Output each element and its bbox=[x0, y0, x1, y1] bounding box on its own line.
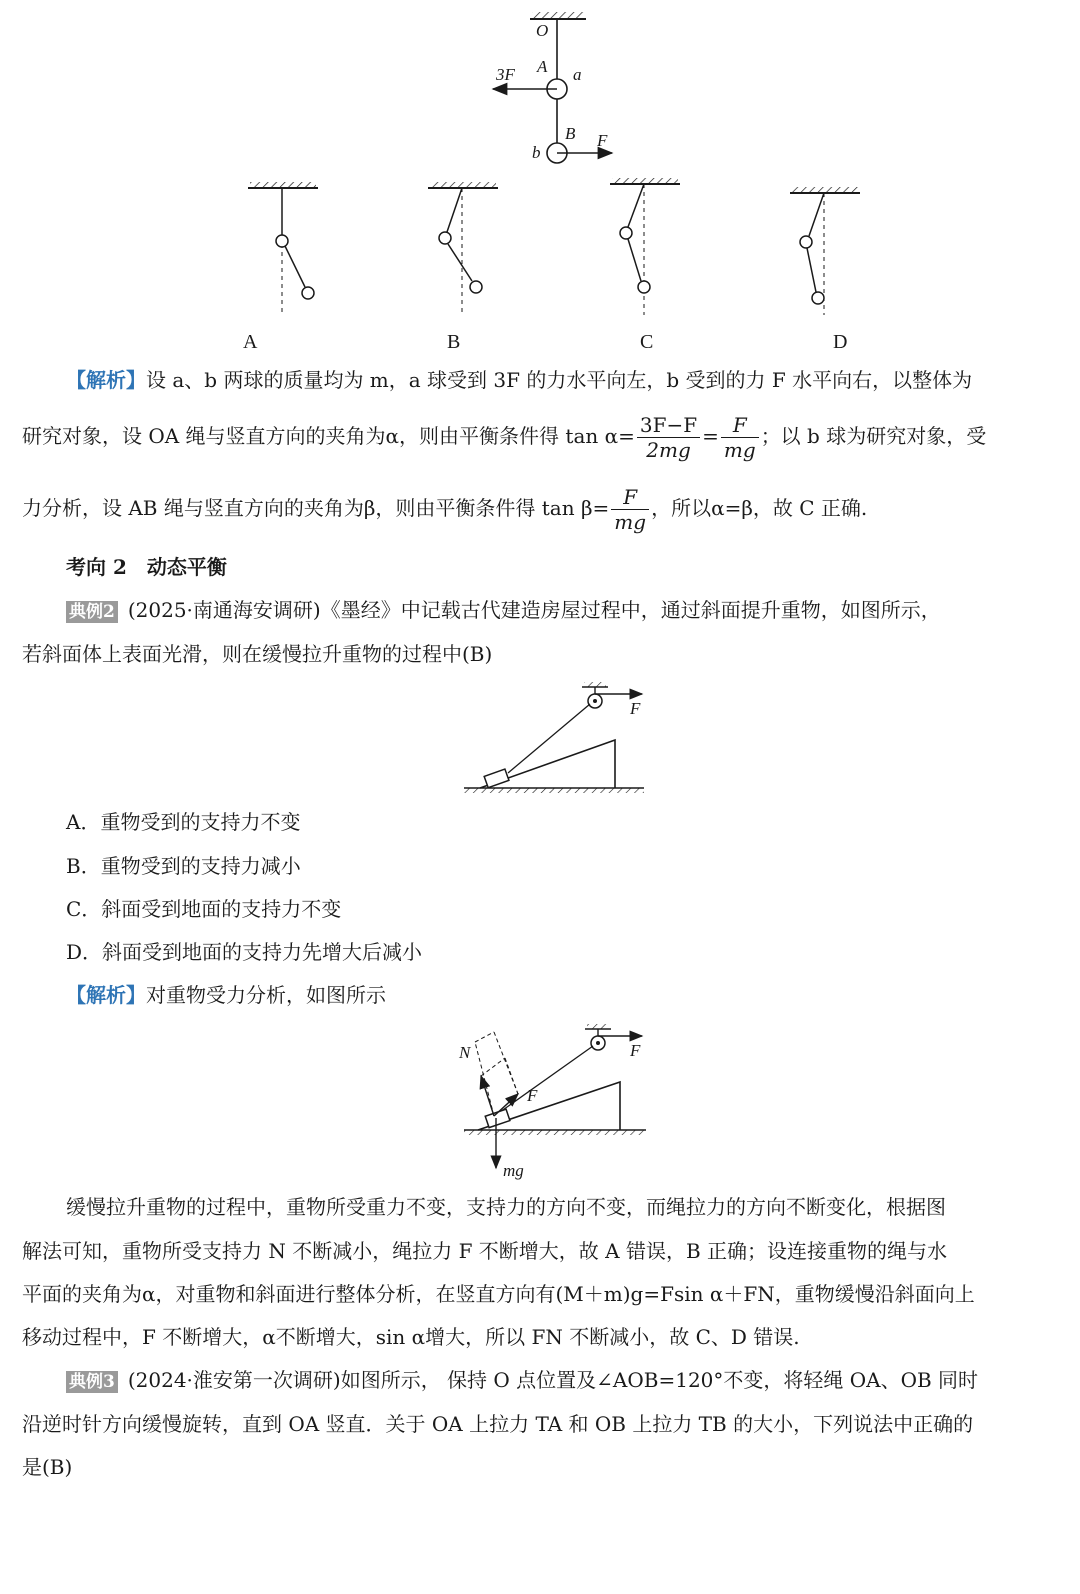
section-title: 考向 2 动态平衡 bbox=[66, 555, 227, 579]
example3-line1-text: (2024·淮安第一次调研)如图所示， 保持 O 点位置及∠AOB=120°不变，将轻绳 OA、OB 同时 bbox=[127, 1368, 979, 1392]
example3-line1 bbox=[66, 1366, 978, 1394]
label-a: a bbox=[573, 65, 582, 84]
solution1-line1 bbox=[66, 366, 972, 394]
example3-badge: 典例3 bbox=[66, 1371, 118, 1393]
option-d-label: D bbox=[833, 331, 848, 353]
normal-force-arrow bbox=[481, 1076, 494, 1116]
label-N: N bbox=[459, 1043, 471, 1062]
label-F-rope: F bbox=[527, 1086, 538, 1105]
example2-line1 bbox=[66, 596, 941, 624]
label-O: O bbox=[536, 21, 549, 40]
label-F: F bbox=[630, 699, 641, 718]
solution2-para3: 平面的夹角为α，对重物和斜面进行整体分析，在竖直方向有(M＋m)g=Fsin α＋FN，重物缓慢沿斜面向上 bbox=[22, 1282, 975, 1306]
option-a-label: A bbox=[243, 331, 258, 353]
frac1-num: 3F−F bbox=[637, 413, 700, 438]
solution2-para4: 移动过程中，F 不断增大，α不断增大，sin α增大，所以 FN 不断减小，故 C、D 错误. bbox=[22, 1325, 800, 1349]
solution1-line3-post: ，所以α=β，故 C 正确. bbox=[651, 496, 868, 520]
fraction-3F-F-over-2mg bbox=[637, 413, 700, 462]
equals-sign: = bbox=[702, 424, 719, 448]
option-c-label: C bbox=[640, 331, 654, 353]
example2-badge: 典例2 bbox=[66, 601, 118, 623]
solution2-intro-text: 对重物受力分析，如图所示 bbox=[146, 983, 386, 1007]
label-A: A bbox=[537, 57, 548, 76]
solution2-intro bbox=[66, 981, 386, 1009]
main-diagram bbox=[493, 12, 612, 163]
ceiling bbox=[532, 12, 584, 19]
label-b: b bbox=[532, 143, 541, 162]
solution2-para2: 解法可知，重物所受支持力 N 不断减小，绳拉力 F 不断增大，故 A 错误，B 正确；设连接重物的绳与水 bbox=[22, 1239, 948, 1263]
option-a: A．重物受到的支持力不变 bbox=[66, 810, 301, 834]
force-analysis-figure bbox=[450, 1018, 670, 1183]
option-b-diagram bbox=[428, 182, 498, 353]
option-d: D．斜面受到地面的支持力先增大后减小 bbox=[66, 940, 423, 964]
label-B: B bbox=[565, 124, 576, 143]
solution1-line2-pre: 研究对象，设 OA 绳与竖直方向的夹角为α，则由平衡条件得 tan α= bbox=[22, 424, 635, 448]
frac3-den: mg bbox=[614, 510, 647, 534]
block bbox=[484, 769, 509, 788]
option-c-diagram bbox=[610, 178, 680, 353]
fraction-F-over-mg bbox=[721, 413, 759, 462]
frac3-num: F bbox=[611, 485, 649, 510]
option-c: C．斜面受到地面的支持力不变 bbox=[66, 897, 342, 921]
label-F: F bbox=[597, 131, 608, 150]
label-F-top: F bbox=[630, 1041, 641, 1060]
frac1-den: 2mg bbox=[646, 438, 691, 462]
solution-tag: 【解析】 bbox=[66, 368, 146, 392]
example2-line1-text: (2025·南通海安调研)《墨经》中记载古代建造房屋过程中，通过斜面提升重物，如图所示， bbox=[127, 598, 941, 622]
example3-line3: 是(B) bbox=[22, 1455, 73, 1479]
solution2-para1: 缓慢拉升重物的过程中，重物所受重力不变，支持力的方向不变，而绳拉力的方向不断变化，根据图 bbox=[66, 1195, 946, 1219]
solution2-tag: 【解析】 bbox=[66, 983, 146, 1007]
option-d-diagram bbox=[790, 187, 860, 353]
frac2-num: F bbox=[721, 413, 759, 438]
pendulum-figure bbox=[0, 0, 1080, 360]
option-b: B．重物受到的支持力减小 bbox=[66, 854, 301, 878]
solution1-line3 bbox=[22, 482, 867, 534]
fraction-F-over-mg-2 bbox=[611, 485, 649, 534]
option-a-diagram bbox=[243, 182, 318, 353]
frac2-den: mg bbox=[723, 438, 756, 462]
solution1-line2-post: ；以 b 球为研究对象，受 bbox=[760, 424, 987, 448]
solution1-line1-text: 设 a、b 两球的质量均为 m，a 球受到 3F 的力水平向左，b 受到的力 F 水平向右，以整体为 bbox=[146, 368, 973, 392]
solution1-line3-pre: 力分析，设 AB 绳与竖直方向的夹角为β，则由平衡条件得 tan β= bbox=[22, 496, 610, 520]
incline-figure bbox=[450, 680, 660, 800]
label-mg: mg bbox=[503, 1161, 524, 1180]
example2-line2: 若斜面体上表面光滑，则在缓慢拉升重物的过程中(B) bbox=[22, 642, 493, 666]
option-b-label: B bbox=[447, 331, 461, 353]
solution1-line2 bbox=[22, 410, 986, 462]
label-3F: 3F bbox=[496, 65, 515, 84]
example3-line2: 沿逆时针方向缓慢旋转，直到 OA 竖直．关于 OA 上拉力 TA 和 OB 上拉力 TB 的大小，下列说法中正确的 bbox=[22, 1412, 974, 1436]
